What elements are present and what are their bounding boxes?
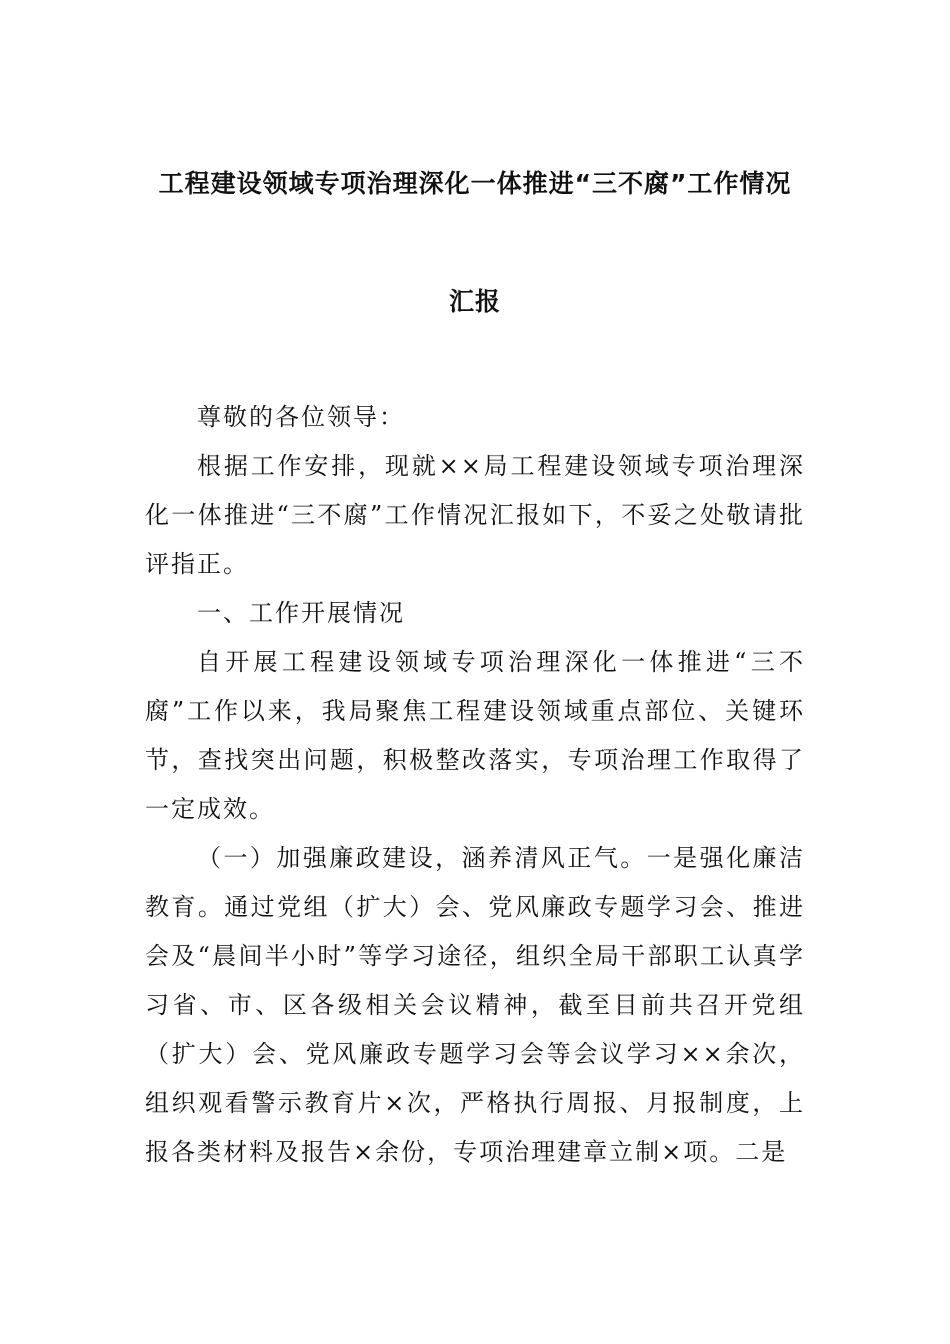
salutation: 尊敬的各位领导： [197, 403, 405, 431]
document-body [145, 393, 805, 1177]
paragraph-integrity-building: （一）加强廉政建设，涵养清风正气。一是强化廉洁教育。通过党组（扩大）会、党风廉政专题学习会、推进会及“晨间半小时”等学习途径，组织全局干部职工认真学习省、市、区各级相关会议精神，截至目前共召开党组（扩大）会、党风廉政专题学习会等会议学习××余次，组织观看警示教育片×次，严格执行周报、月报制度，上报各类材料及报告×余份，专项治理建章立制×项。二是 [145, 844, 805, 1166]
document-title-line1: 工程建设领域专项治理深化一体推进“三不腐”工作情况 [158, 169, 792, 198]
document-title-line2: 汇报 [448, 287, 501, 316]
paragraph-overview: 自开展工程建设领域专项治理深化一体推进“三不腐”工作以来，我局聚焦工程建设领域重点部位、关键环节，查找突出问题，积极整改落实，专项治理工作取得了一定成效。 [145, 648, 805, 823]
section-heading-work-status: 一、工作开展情况 [197, 599, 405, 627]
paragraph-intro: 根据工作安排，现就××局工程建设领域专项治理深化一体推进“三不腐”工作情况汇报如下，不妥之处敬请批评指正。 [145, 452, 805, 578]
